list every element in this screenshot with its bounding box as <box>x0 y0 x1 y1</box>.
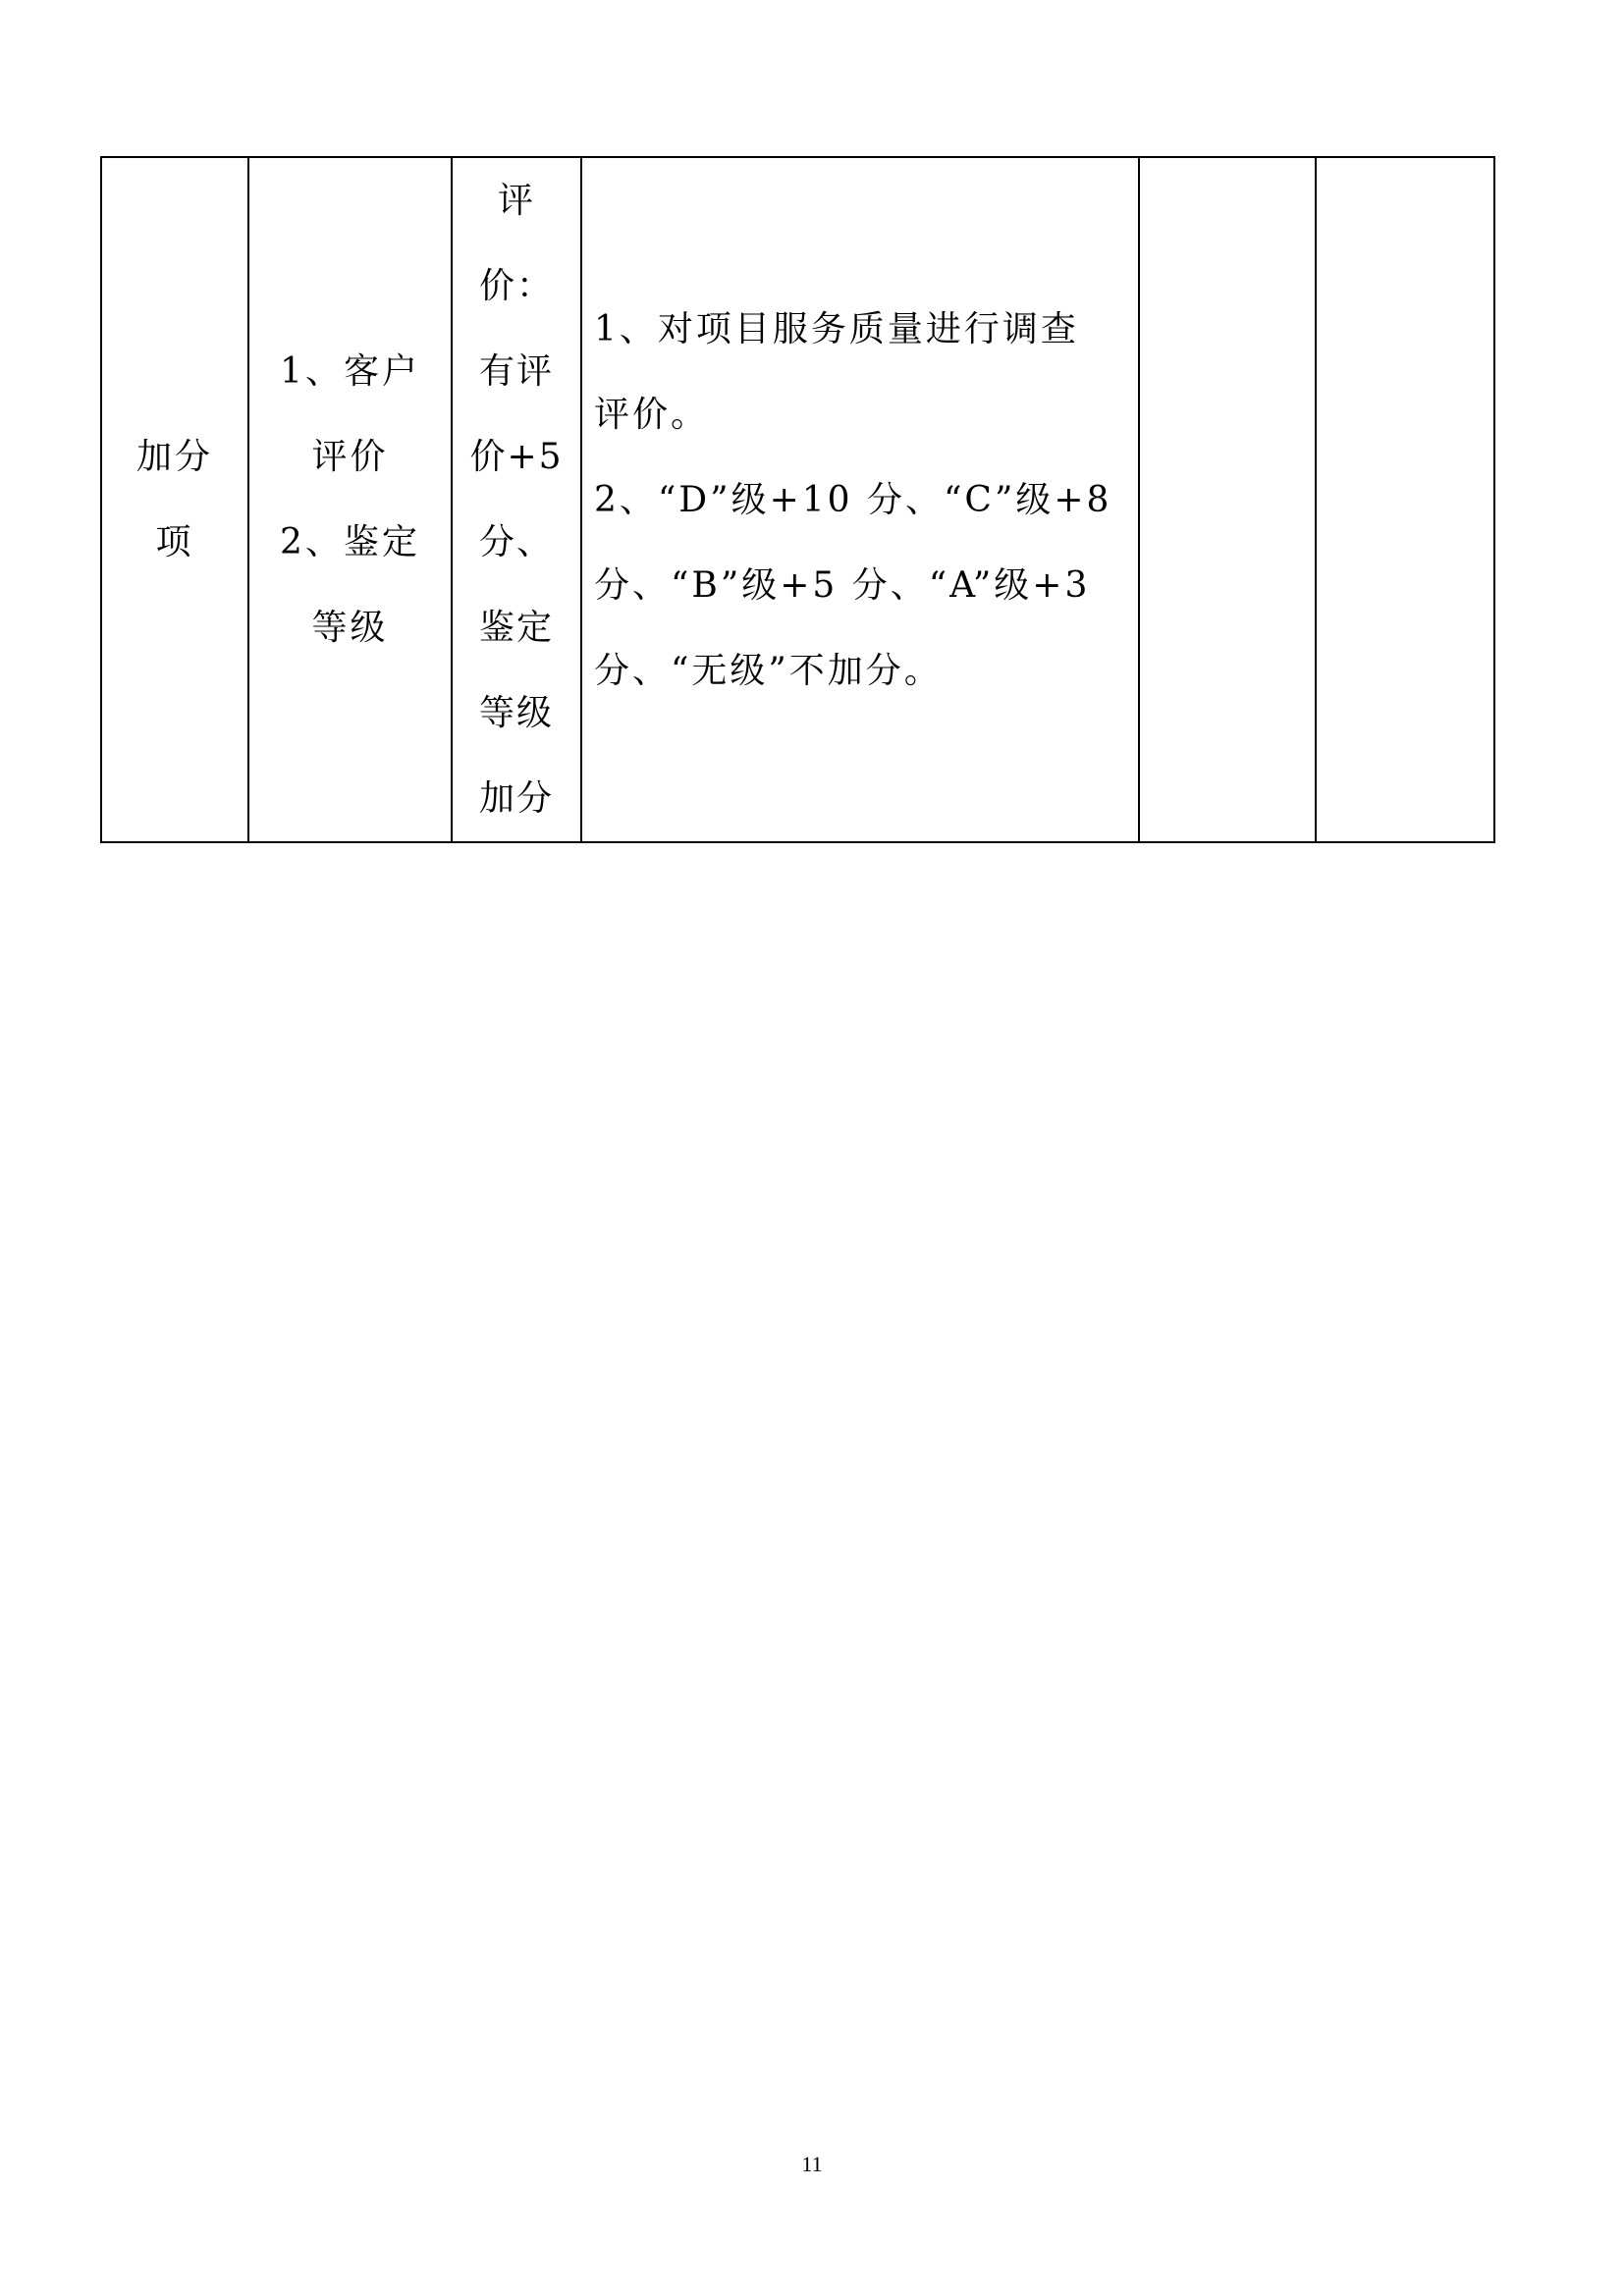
table-row <box>101 157 1494 842</box>
category-cell <box>101 157 248 842</box>
items-line: 2、鉴定 <box>280 522 420 562</box>
standard-line: 分、 <box>478 522 554 562</box>
description-line: 2、“D”级+10 分、“C”级+8 <box>594 479 1112 520</box>
remark-cell <box>1316 157 1494 842</box>
standard-line: 加分 <box>478 778 554 819</box>
description-line: 评价。 <box>594 394 710 435</box>
items-cell <box>248 157 452 842</box>
items-line: 等级 <box>311 608 389 648</box>
standard-line: 价+5 <box>469 437 564 477</box>
standard-line: 评 <box>497 181 535 221</box>
page-number: 11 <box>801 2152 823 2176</box>
standard-line: 等级 <box>478 693 554 733</box>
category-line: 项 <box>155 522 194 562</box>
category-line: 加分 <box>135 437 213 477</box>
description-line: 分、“无级”不加分。 <box>594 650 943 691</box>
standard-line: 有评 <box>478 351 554 392</box>
items-line: 1、客户 <box>280 351 420 392</box>
standard-line: 鉴定 <box>478 608 554 648</box>
description-line: 1、对项目服务质量进行调查 <box>594 308 1079 349</box>
scoring-table <box>100 156 1495 843</box>
description-cell <box>581 157 1139 842</box>
description-line: 分、“B”级+5 分、“A”级+3 <box>594 564 1091 606</box>
score-cell <box>1139 157 1316 842</box>
standard-line: 价： <box>478 266 554 306</box>
items-line: 评价 <box>311 437 389 477</box>
standard-cell <box>452 157 581 842</box>
